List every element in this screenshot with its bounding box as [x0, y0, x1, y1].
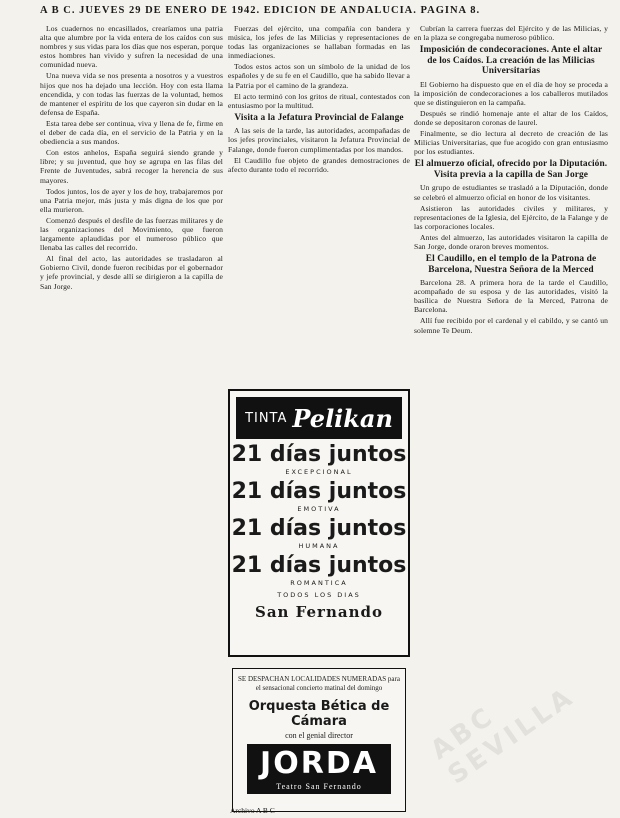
middle-column: [228, 24, 410, 384]
page-footer: Archivo A B C: [230, 806, 275, 815]
ad-title: 21 días juntos: [231, 553, 407, 578]
ad-todos-label: TODOS LOS DIAS: [277, 591, 361, 599]
ad-subtitle: EMOTIVA: [297, 505, 341, 513]
pelikan-banner: [236, 397, 402, 439]
paragraph: Con estos anhelos, España seguirá siendo grande y libre; y su juventud, que hoy se agrupa en las filas del Frente de Juventudes, sabrá recoger la herencia de sus mayores.: [40, 148, 223, 185]
paragraph: Allí fue recibido por el cardenal y el cabildo, y se cantó un solemne Te Deum.: [414, 316, 608, 335]
paragraph: Esta tarea debe ser continua, viva y llena de fe, firme en el deber de cada día, en el servicio de la Patria y en la obediencia a sus mandos.: [40, 118, 223, 147]
paragraph: Una nueva vida se nos presenta a nosotros y a vuestros hijos que nos ha dejado una lección. Hoy con esta llama encendida, y con todas las fuerzas de la voluntad, hemos de mantener el espíritu de los que cayeron sin dudar en la defensa de España.: [40, 71, 223, 117]
paragraph: El Gobierno ha dispuesto que en el día de hoy se proceda a la imposición de condecoraciones a los caballeros mutilados que se distinguieron en la campaña.: [414, 79, 608, 107]
paragraph: Comenzó después el desfile de las fuerzas militares y de las organizaciones del Movimiento, que fueron largamente aplaudidas por el numeroso público que llenaba las calles del recorrido.: [40, 215, 223, 253]
paragraph: Barcelona 28. A primera hora de la tarde el Caudillo, acompañado de su esposa y de las autoridades, visitó la basílica de Nuestra Señora de la Merced, Patrona de Barcelona.: [414, 278, 608, 315]
pelikan-logo: Pelikan: [292, 403, 393, 433]
paragraph: Después se rindió homenaje ante el altar de los Caídos, donde se depositaron coronas de laurel.: [414, 108, 608, 128]
ad-title: 21 días juntos: [231, 479, 407, 504]
ad-title: 21 días juntos: [231, 442, 407, 467]
paragraph: A las seis de la tarde, las autoridades, acompañadas de los jefes provinciales, visitaron la Jefatura Provincial de Falange, donde fueron cumplimentadas por los mandos.: [228, 126, 410, 154]
section-heading: Visita a la Jefatura Provincial de Falange: [234, 112, 404, 123]
ad-subtitle: EXCEPCIONAL: [285, 468, 353, 476]
ad-subtitle: ROMANTICA: [290, 579, 348, 587]
paragraph: Un grupo de estudiantes se trasladó a la Diputación, donde se celebró el almuerzo oficial en honor de los visitantes.: [414, 183, 608, 202]
pelikan-advertisement: [228, 389, 410, 657]
section-heading: El almuerzo oficial, ofrecido por la Diputación. Visita previa a la capilla de San Jorge: [414, 159, 608, 180]
paragraph: Al final del acto, las autoridades se trasladaron al Gobierno Civil, donde fueron recibidas por el gobernador y jefe provincial, y desde allí se dirigieron a la capilla de San Jorge.: [40, 254, 223, 291]
left-column: [40, 24, 223, 814]
paragraph: El Caudillo fue objeto de grandes demostraciones de afecto durante todo el recorrido.: [228, 155, 410, 174]
paragraph: El acto terminó con los gritos de ritual, contestados con entusiasmo por la multitud.: [228, 91, 410, 110]
paragraph: Cubrían la carrera fuerzas del Ejército y de las Milicias, y en la plaza se congregaba numeroso público.: [414, 24, 608, 43]
paragraph: Los cuadernos no encasillados, crearíamos una patria alta que alumbre por la vida entera de los caídos con sus nombres y sus vidas para los días que nos esperan, porque estos hombres han vivido y sufren la necesidad de una comunidad nueva.: [40, 24, 223, 70]
director-name: JORDA: [247, 744, 391, 782]
ad-subtitle: HUMANA: [298, 542, 340, 550]
ad-venue: Teatro San Fernando: [247, 782, 391, 794]
conductor-label: con el genial director: [285, 731, 353, 740]
ad-brand-label: TINTA: [245, 410, 288, 426]
orchestra-advertisement: [232, 668, 406, 812]
section-heading: El Caudillo, en el templo de la Patrona de Barcelona, Nuestra Señora de la Merced: [425, 254, 597, 275]
orchestra-name: Orquesta Bética de Cámara: [248, 699, 390, 729]
ad-title: 21 días juntos: [231, 516, 407, 541]
paragraph: Todos juntos, los de ayer y los de hoy, trabajaremos por una Patria mejor, más justa y más digna de los que por ella murieron.: [40, 186, 223, 214]
archive-watermark: ABC SEVILLA: [425, 681, 581, 791]
paragraph: Todos estos actos son un símbolo de la unidad de los españoles y de su fe en el Caudillo, que ha sabido llevar a la Patria por el camino de la grandeza.: [228, 62, 410, 90]
page-header: A B C. JUEVES 29 DE ENERO DE 1942. EDICION DE ANDALUCIA. PAGINA 8.: [40, 5, 481, 16]
paragraph: Asistieron las autoridades civiles y militares, y representaciones de la Iglesia, del Ejército, de la Falange y de las corporaciones locales.: [414, 203, 608, 231]
paragraph: Finalmente, se dio lectura al decreto de creación de las Milicias Universitarias, que fue acogido con gran entusiasmo por los estudiantes.: [414, 129, 608, 157]
paragraph: Antes del almuerzo, las autoridades visitaron la capilla de San Jorge, donde oraron breves momentos.: [414, 232, 608, 251]
section-heading: Imposición de condecoraciones. Ante el altar de los Caídos. La creación de las Milicias Universitarias: [419, 45, 603, 77]
paragraph: Fuerzas del ejército, una compañía con bandera y música, los jefes de las Milicias y representaciones de todas las organizaciones se hallaban formadas en las inmediaciones.: [228, 24, 410, 61]
ad-notice: SE DESPACHAN LOCALIDADES NUMERADAS para el sensacional concierto matinal del domingo: [238, 675, 400, 692]
ad-venue: San Fernando: [255, 603, 383, 621]
